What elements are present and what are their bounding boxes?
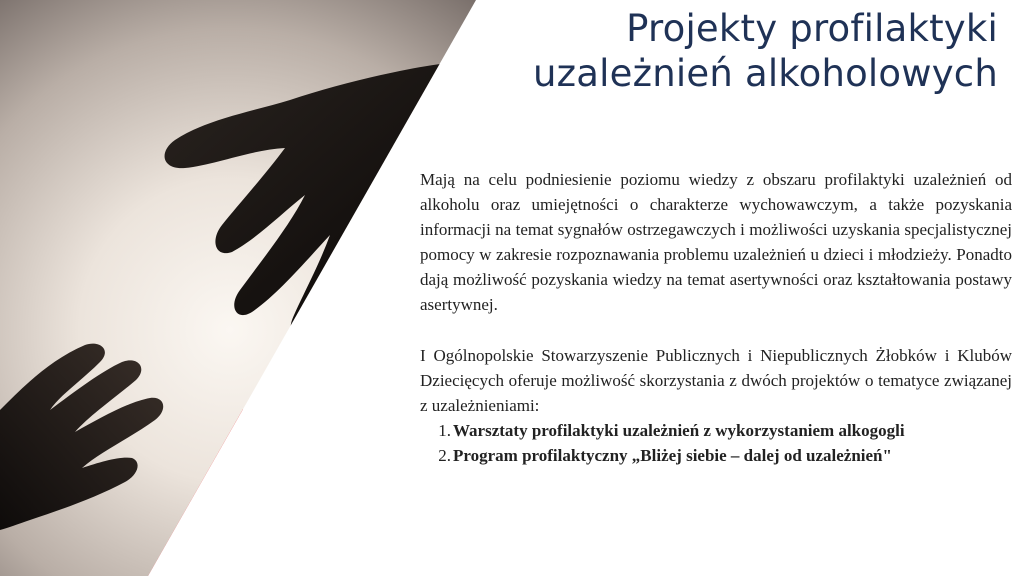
list-item-label: Warsztaty profilaktyki uzależnień z wykorzystaniem alkogogli: [453, 421, 905, 440]
list-item: [420, 418, 1012, 443]
list-item-label: Program profilaktyczny „Bliżej siebie – dalej od uzależnień": [453, 446, 892, 465]
list-item: [420, 443, 1012, 468]
title-line-2: uzależnień alkoholowych: [533, 52, 998, 95]
page-title: [438, 6, 998, 96]
projects-list: [420, 418, 1012, 468]
intro-paragraph: Mają na celu podniesienie poziomu wiedzy z obszaru profilaktyki uzależnień od alkoholu oraz umiejętności o charakterze wychowawczym, a także pozyskania informacji na temat sygnałów ostrzegawczych i możliwości uzyskania specjalistycznej pomocy w zakresie rozpoznawania problemu uzależnień u dzieci i młodzieży. Ponadto dają możliwość pozyskania wiedzy na temat asertywności oraz kształtowania postawy asertywnej.: [420, 170, 1012, 314]
list-number: 1.: [438, 421, 451, 440]
list-number: 2.: [438, 446, 451, 465]
title-line-1: Projekty profilaktyki: [626, 7, 998, 50]
offer-paragraph: I Ogólnopolskie Stowarzyszenie Publicznych i Niepublicznych Żłobków i Klubów Dziecięcych oferuje możliwość skorzystania z dwóch projektów o tematyce związanej z uzależnieniami:: [420, 346, 1012, 415]
slide-body: [420, 167, 1012, 468]
